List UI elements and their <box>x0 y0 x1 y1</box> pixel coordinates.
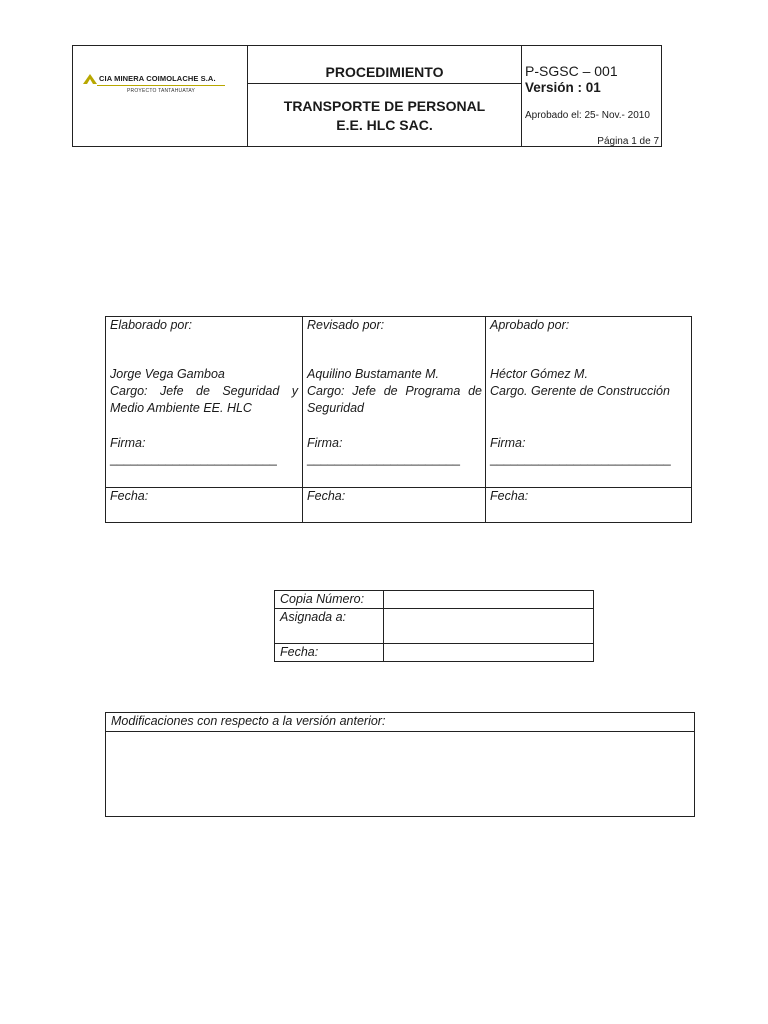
table-divider <box>106 487 691 488</box>
revisado-cell <box>307 317 482 334</box>
revisado-firma-label: Firma: <box>307 436 343 450</box>
modifications-box <box>105 712 695 817</box>
copia-numero-label: Copia Número: <box>280 592 365 606</box>
copy-fecha-label: Fecha: <box>280 645 319 659</box>
revisado-name: Aquilino Bustamante M. <box>307 367 440 381</box>
aprobado-details <box>490 366 688 400</box>
elaborado-fecha-label: Fecha: <box>110 489 149 503</box>
table-divider <box>383 591 384 661</box>
table-divider <box>485 317 486 522</box>
company-logo <box>81 72 246 112</box>
document-subtitle: E.E. HLC SAC. <box>336 117 433 133</box>
revisado-signature-line: ______________________ <box>307 452 460 466</box>
aprobado-fecha-label: Fecha: <box>490 489 529 503</box>
table-divider <box>302 317 303 522</box>
page-number: Página 1 de 7 <box>597 136 659 147</box>
elaborado-details <box>110 366 298 417</box>
elaborado-firma-block <box>110 435 298 466</box>
elaborado-cell <box>110 317 298 334</box>
document-header <box>72 45 662 147</box>
copy-control-table <box>274 590 594 662</box>
document-code: P-SGSC – 001 <box>525 63 618 79</box>
aprobado-name: Héctor Gómez M. <box>490 367 588 381</box>
aprobado-cell <box>490 317 688 334</box>
revisado-cargo: Cargo: Jefe de Programa de Seguridad <box>307 384 482 415</box>
aprobado-firma-block <box>490 435 688 466</box>
project-name: PROYECTO TANTAHUATAY <box>127 88 196 94</box>
document-type: PROCEDIMIENTO <box>325 64 444 80</box>
elaborado-heading: Elaborado por: <box>110 318 193 332</box>
signatures-table <box>105 316 692 523</box>
aprobado-firma-label: Firma: <box>490 436 526 450</box>
elaborado-signature-line: ________________________ <box>110 452 277 466</box>
header-divider <box>247 83 521 84</box>
elaborado-cargo: Cargo: Jefe de Seguridad y Medio Ambiente EE. HLC <box>110 384 298 415</box>
table-divider <box>275 643 593 644</box>
logo-mark-icon <box>83 74 97 85</box>
revisado-details <box>307 366 482 417</box>
modifications-label: Modificaciones con respecto a la versión anterior: <box>111 714 386 728</box>
table-divider <box>106 731 694 732</box>
revisado-heading: Revisado por: <box>307 318 385 332</box>
header-divider <box>521 46 522 146</box>
aprobado-cargo: Cargo. Gerente de Construcción <box>490 384 670 398</box>
elaborado-firma-label: Firma: <box>110 436 146 450</box>
logo-rule <box>97 85 225 86</box>
table-divider <box>275 608 593 609</box>
company-name: CIA MINERA COIMOLACHE S.A. <box>99 74 216 83</box>
elaborado-name: Jorge Vega Gamboa <box>110 367 225 381</box>
revisado-firma-block <box>307 435 482 466</box>
asignada-label: Asignada a: <box>280 610 347 624</box>
aprobado-heading: Aprobado por: <box>490 318 570 332</box>
document-title: TRANSPORTE DE PERSONAL <box>283 98 486 114</box>
revisado-fecha-label: Fecha: <box>307 489 346 503</box>
document-version: Versión : 01 <box>525 80 601 95</box>
aprobado-signature-line: __________________________ <box>490 452 671 466</box>
approval-date: Aprobado el: 25- Nov.- 2010 <box>525 110 650 121</box>
